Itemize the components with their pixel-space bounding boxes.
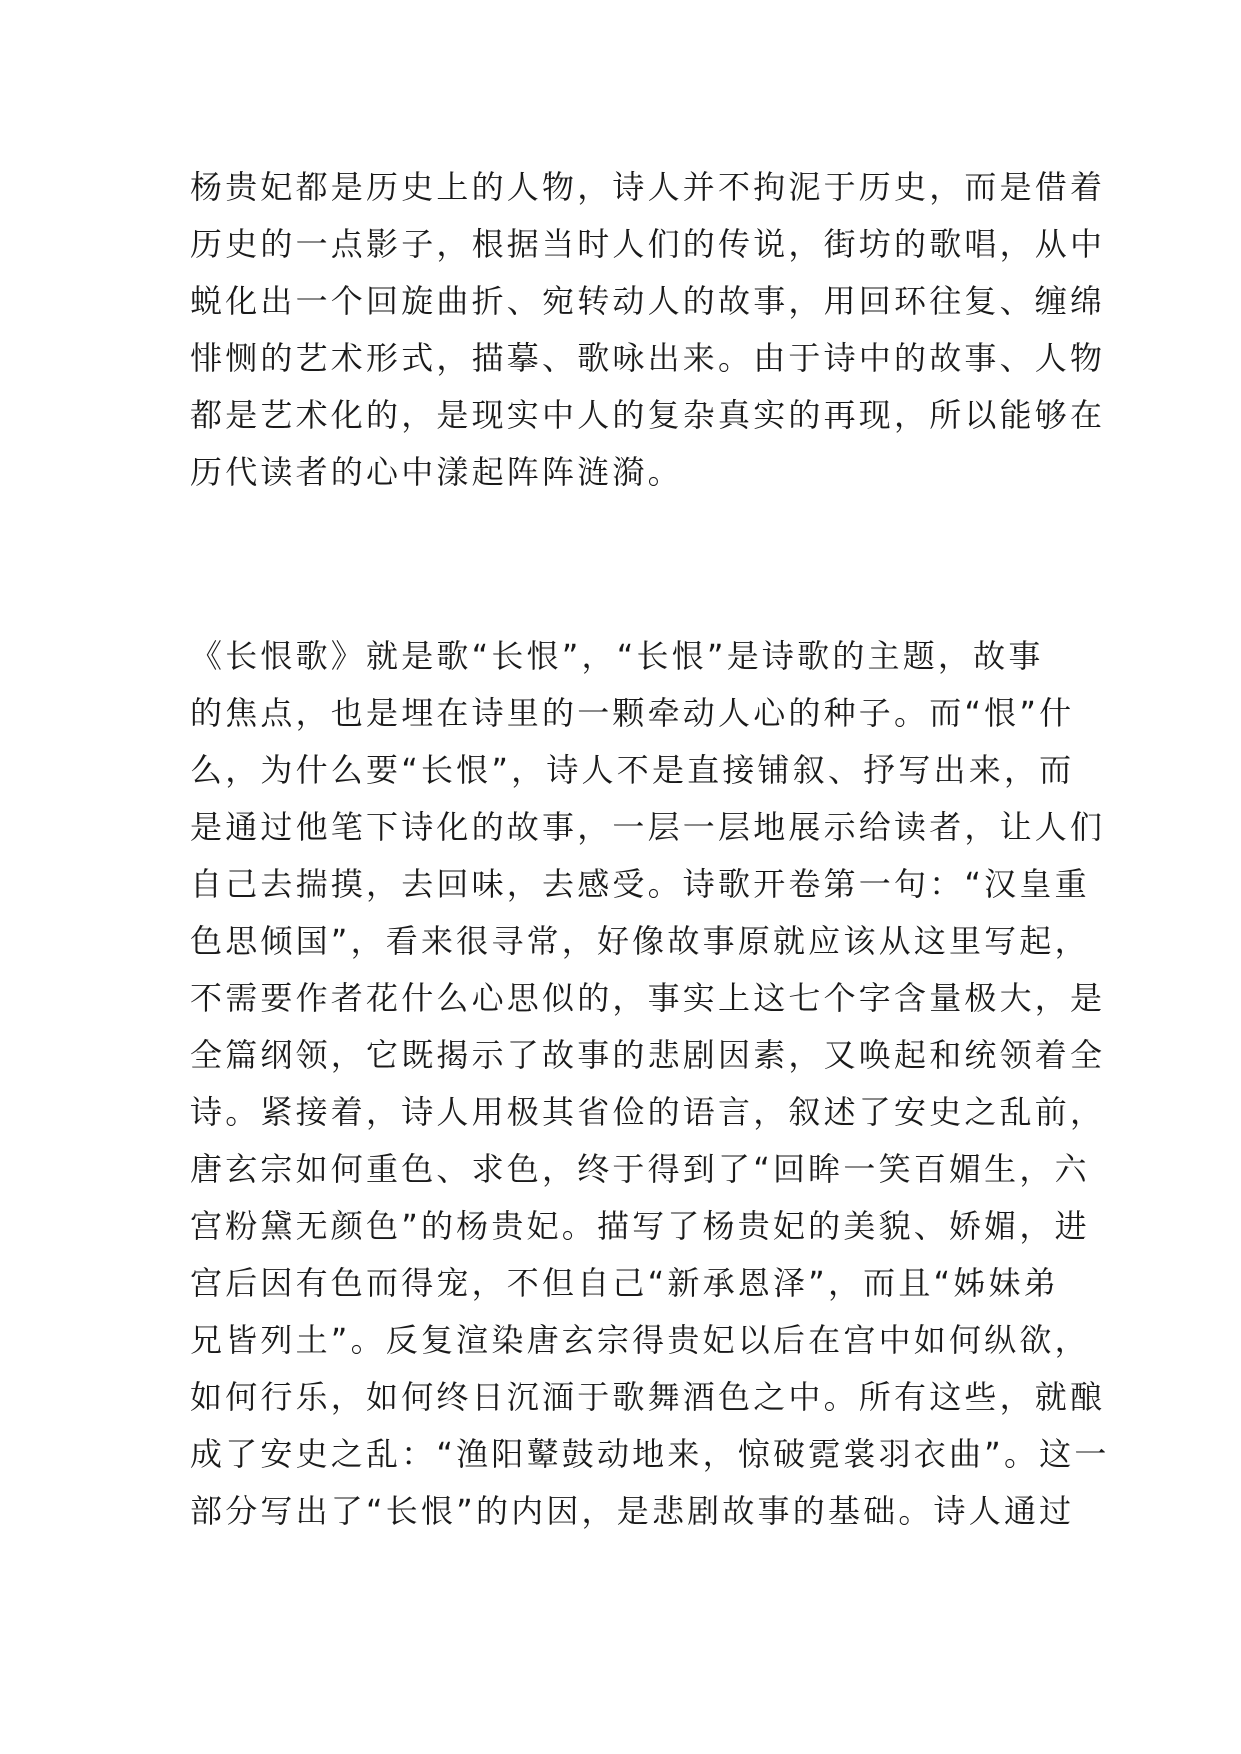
- text-line: 宫后因有色而得宠，不但自己“新承恩泽”，而且“姊妹弟: [190, 1264, 1059, 1302]
- text-line: 色思倾国”，看来很寻常，好像故事原就应该从这里写起，: [190, 922, 1090, 960]
- text-line: 都是艺术化的，是现实中人的复杂真实的再现，所以能够在: [190, 396, 1106, 434]
- text-line: 全篇纲领，它既揭示了故事的悲剧因素，又唤起和统领着全: [190, 1036, 1106, 1074]
- text-line: 是通过他笔下诗化的故事，一层一层地展示给读者，让人们: [190, 808, 1106, 846]
- text-line: 历史的一点影子，根据当时人们的传说，街坊的歌唱，从中: [190, 225, 1106, 263]
- text-line: 不需要作者花什么心思似的，事实上这七个字含量极大，是: [190, 979, 1106, 1017]
- text-line: 悱恻的艺术形式，描摹、歌咏出来。由于诗中的故事、人物: [190, 339, 1106, 377]
- text-line: 兄皆列土”。反复渲染唐玄宗得贵妃以后在宫中如何纵欲，: [190, 1321, 1090, 1359]
- text-line: 宫粉黛无颜色”的杨贵妃。描写了杨贵妃的美貌、娇媚，进: [190, 1207, 1090, 1245]
- body-paragraph: [190, 159, 1106, 501]
- text-line: 的焦点，也是埋在诗里的一颗牵动人心的种子。而“恨”什: [190, 694, 1075, 732]
- text-line: 自己去揣摸，去回味，去感受。诗歌开卷第一句：“汉皇重: [190, 865, 1090, 903]
- text-line: 杨贵妃都是历史上的人物，诗人并不拘泥于历史，而是借着: [190, 168, 1106, 206]
- text-line: 历代读者的心中漾起阵阵涟漪。: [190, 453, 683, 491]
- text-line: 蜕化出一个回旋曲折、宛转动人的故事，用回环往复、缠绵: [190, 282, 1106, 320]
- text-line: 《长恨歌》就是歌“长恨”，“长恨”是诗歌的主题，故事: [190, 637, 1044, 675]
- text-line: 成了安史之乱：“渔阳鼙鼓动地来，惊破霓裳羽衣曲”。这一: [190, 1435, 1110, 1473]
- body-paragraph: [190, 628, 1110, 1540]
- text-line: 部分写出了“长恨”的内因，是悲剧故事的基础。诗人通过: [190, 1492, 1075, 1530]
- text-line: 么，为什么要“长恨”，诗人不是直接铺叙、抒写出来，而: [190, 751, 1075, 789]
- text-line: 诗。紧接着，诗人用极其省俭的语言，叙述了安史之乱前，: [190, 1093, 1106, 1131]
- text-line: 如何行乐，如何终日沉湎于歌舞酒色之中。所有这些，就酿: [190, 1378, 1106, 1416]
- text-line: 唐玄宗如何重色、求色，终于得到了“回眸一笑百媚生，六: [190, 1150, 1090, 1188]
